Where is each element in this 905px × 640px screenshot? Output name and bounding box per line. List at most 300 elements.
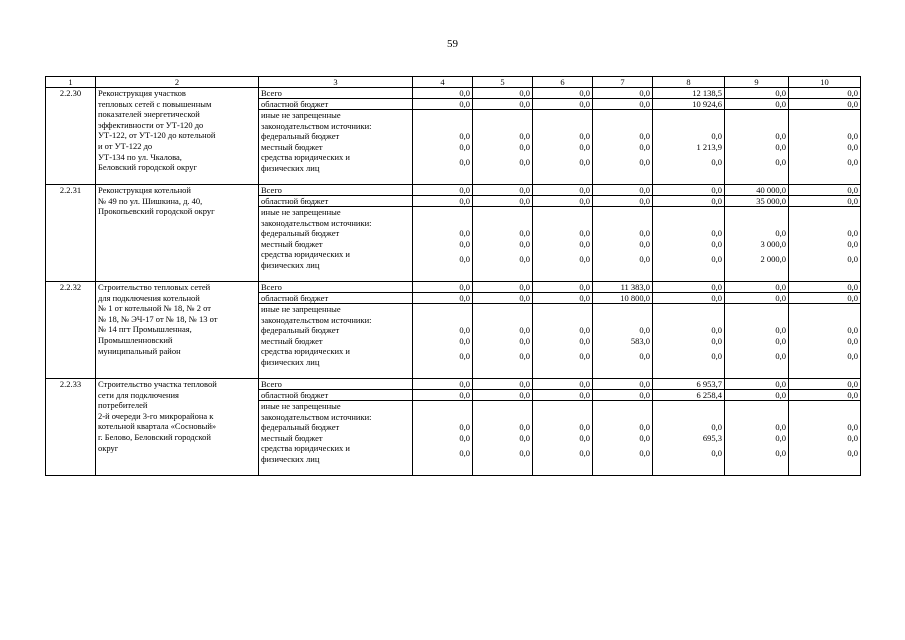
blank-line [475,121,530,132]
source-line: законодательством источники: [261,411,372,422]
value-cell: 10 800,0 [593,293,653,304]
blank-line [535,315,590,326]
value-local: 583,0 [630,335,650,346]
project-name-line: Строительство участка тепловой [98,379,217,389]
value-local: 0,0 [775,335,786,346]
value-cell: 35 000,0 [725,196,789,207]
value-federal: 0,0 [519,131,530,142]
blank-line [475,412,530,423]
column-header: 2 [96,77,259,88]
blank-line [655,110,722,121]
value-private: 0,0 [579,254,590,265]
value-local: 0,0 [639,141,650,152]
value-local: 0,0 [579,238,590,249]
value-private: 0,0 [711,351,722,362]
blank-line [415,121,470,132]
value-private: 0,0 [711,254,722,265]
source-label-regional: областной бюджет [259,293,413,304]
value-cell: 0,0 [473,99,533,110]
blank-line [655,304,722,315]
blank-line [655,218,722,229]
value-local: 3 000,0 [760,238,786,249]
value-local: 0,0 [847,141,858,152]
value-cell: 0,0 [413,282,473,293]
value-cell: 0,0 [533,390,593,401]
blank-line [727,304,786,315]
value-cell: 0,0 [533,196,593,207]
value-federal: 0,0 [711,325,722,336]
value-local: 0,0 [711,335,722,346]
value-cell: 12 138,5 [653,88,725,99]
value-cell-stack [533,110,593,185]
source-line: законодательством источники: [261,314,372,325]
value-cell: 0,0 [593,379,653,390]
value-cell: 0,0 [653,293,725,304]
project-name-line: тепловых сетей с повышенным [98,98,212,109]
source-line: федеральный бюджет [261,325,340,336]
blank-line [535,110,590,121]
value-cell-stack [473,304,533,379]
value-local: 0,0 [775,432,786,443]
blank-line [535,412,590,423]
value-private: 0,0 [459,254,470,265]
value-cell: 0,0 [593,196,653,207]
value-federal: 0,0 [579,325,590,336]
value-private: 0,0 [459,448,470,459]
source-line: иные не запрещенные [261,207,341,217]
value-cell-stack [789,207,861,282]
source-label-regional: областной бюджет [259,390,413,401]
project-name-line: № 18, № ЭЧ-17 от № 18, № 13 от [98,313,218,324]
value-private: 2 000,0 [760,254,786,265]
blank-line [655,315,722,326]
project-name-line: показателей энергетической [98,109,200,120]
blank-line [655,207,722,218]
project-name-line: потребителей [98,400,148,411]
blank-line [415,218,470,229]
value-local: 0,0 [459,432,470,443]
source-line: физических лиц [261,259,320,270]
value-federal: 0,0 [847,422,858,433]
value-federal: 0,0 [579,228,590,239]
value-private: 0,0 [775,448,786,459]
source-label-total: Всего [259,282,413,293]
blank-line [595,218,650,229]
blank-line [535,401,590,412]
blank-line [727,110,786,121]
value-federal: 0,0 [639,228,650,239]
value-federal: 0,0 [847,325,858,336]
blank-line [791,218,858,229]
value-local: 695,3 [702,432,722,443]
value-cell: 0,0 [593,99,653,110]
value-cell-stack [725,110,789,185]
value-cell: 0,0 [653,196,725,207]
value-cell: 0,0 [413,88,473,99]
value-local: 0,0 [775,141,786,152]
source-line: средства юридических и [261,443,350,454]
value-cell: 0,0 [725,379,789,390]
value-private: 0,0 [459,157,470,168]
value-cell-stack [473,110,533,185]
value-cell: 6 953,7 [653,379,725,390]
source-line: местный бюджет [261,141,323,152]
value-cell: 6 258,4 [653,390,725,401]
value-cell: 0,0 [413,196,473,207]
value-cell-stack [725,304,789,379]
table-row [46,379,861,390]
source-line: иные не запрещенные [261,304,341,314]
value-federal: 0,0 [775,131,786,142]
value-private: 0,0 [639,351,650,362]
column-header: 10 [789,77,861,88]
source-label-other [259,110,413,185]
value-private: 0,0 [579,157,590,168]
value-cell-stack [593,401,653,476]
value-private: 0,0 [847,254,858,265]
table-row [46,185,861,196]
value-private: 0,0 [519,448,530,459]
source-label-total: Всего [259,185,413,196]
value-cell: 0,0 [725,282,789,293]
value-private: 0,0 [711,448,722,459]
value-cell: 0,0 [653,282,725,293]
source-line: законодательством источники: [261,217,372,228]
value-cell-stack [789,401,861,476]
project-name [96,282,259,379]
value-federal: 0,0 [459,228,470,239]
source-line: федеральный бюджет [261,228,340,239]
header-row [46,77,861,88]
source-line: законодательством источники: [261,120,372,131]
blank-line [415,304,470,315]
value-cell: 0,0 [533,379,593,390]
value-cell: 11 383,0 [593,282,653,293]
source-label-other [259,401,413,476]
blank-line [791,315,858,326]
blank-line [727,207,786,218]
value-cell: 0,0 [725,99,789,110]
blank-line [791,207,858,218]
value-cell: 0,0 [789,390,861,401]
project-name-line: котельной квартала «Сосновый» [98,421,217,432]
project-name-line: Строительство тепловых сетей [98,282,211,292]
value-cell-stack [653,401,725,476]
value-local: 0,0 [711,238,722,249]
project-name-line: УТ-134 по ул. Чкалова, [98,151,182,162]
value-private: 0,0 [579,448,590,459]
value-federal: 0,0 [639,131,650,142]
blank-line [475,315,530,326]
value-cell: 0,0 [533,99,593,110]
value-private: 0,0 [519,254,530,265]
value-cell-stack [653,304,725,379]
blank-line [595,207,650,218]
value-cell-stack [653,207,725,282]
value-cell: 0,0 [413,99,473,110]
value-federal: 0,0 [459,422,470,433]
blank-line [415,315,470,326]
column-header: 3 [259,77,413,88]
value-federal: 0,0 [639,325,650,336]
blank-line [727,401,786,412]
value-federal: 0,0 [775,228,786,239]
value-cell: 0,0 [789,282,861,293]
value-cell-stack [413,110,473,185]
blank-line [655,401,722,412]
value-cell: 0,0 [473,390,533,401]
value-private: 0,0 [847,448,858,459]
project-name-line: для подключения котельной [98,292,200,303]
value-federal: 0,0 [519,422,530,433]
project-name-line: Прокопьевский городской округ [98,206,215,217]
blank-line [727,121,786,132]
value-federal: 0,0 [519,325,530,336]
blank-line [475,207,530,218]
value-local: 0,0 [847,335,858,346]
value-cell: 0,0 [725,88,789,99]
value-cell: 0,0 [473,185,533,196]
blank-line [535,121,590,132]
blank-line [791,110,858,121]
source-line: средства юридических и [261,346,350,357]
project-name-line: сети для подключения [98,389,179,400]
blank-line [595,401,650,412]
value-cell-stack [473,207,533,282]
value-cell: 0,0 [413,185,473,196]
value-federal: 0,0 [711,422,722,433]
blank-line [475,218,530,229]
value-cell: 0,0 [473,88,533,99]
value-cell: 0,0 [413,390,473,401]
source-line: физических лиц [261,356,320,367]
project-name-line: Реконструкция котельной [98,185,191,195]
value-local: 0,0 [519,432,530,443]
value-private: 0,0 [775,351,786,362]
value-cell: 40 000,0 [725,185,789,196]
value-cell: 0,0 [725,390,789,401]
blank-line [727,412,786,423]
value-local: 0,0 [847,238,858,249]
blank-line [595,315,650,326]
value-cell: 0,0 [789,99,861,110]
value-federal: 0,0 [847,131,858,142]
blank-line [595,412,650,423]
value-cell-stack [653,110,725,185]
value-cell: 0,0 [473,282,533,293]
value-federal: 0,0 [711,228,722,239]
column-header: 9 [725,77,789,88]
value-cell: 0,0 [473,293,533,304]
value-cell: 10 924,6 [653,99,725,110]
project-code: 2.2.31 [46,185,96,282]
value-federal: 0,0 [579,131,590,142]
project-name-line: Беловский городской округ [98,162,197,173]
value-private: 0,0 [639,448,650,459]
value-federal: 0,0 [775,422,786,433]
value-cell: 0,0 [653,185,725,196]
value-cell: 0,0 [789,293,861,304]
value-private: 0,0 [519,157,530,168]
source-label-other [259,304,413,379]
value-cell: 0,0 [725,293,789,304]
value-cell: 0,0 [593,88,653,99]
blank-line [595,304,650,315]
project-name-line: эффективности от УТ-120 до [98,119,204,130]
value-local: 0,0 [519,238,530,249]
value-cell: 0,0 [533,293,593,304]
value-federal: 0,0 [459,131,470,142]
value-local: 0,0 [459,141,470,152]
value-federal: 0,0 [775,325,786,336]
source-line: физических лиц [261,162,320,173]
value-local: 0,0 [459,238,470,249]
blank-line [535,304,590,315]
value-private: 0,0 [639,157,650,168]
value-private: 0,0 [519,351,530,362]
value-cell: 0,0 [789,196,861,207]
project-name-line: № 14 пгт Промышленная, [98,324,192,335]
value-cell-stack [533,304,593,379]
value-cell: 0,0 [533,88,593,99]
project-name [96,185,259,282]
value-cell: 0,0 [533,282,593,293]
value-cell-stack [593,304,653,379]
project-name-line: муниципальный район [98,345,181,356]
source-label-total: Всего [259,379,413,390]
value-local: 0,0 [639,432,650,443]
source-line: иные не запрещенные [261,401,341,411]
value-private: 0,0 [639,254,650,265]
value-cell-stack [789,110,861,185]
value-private: 0,0 [459,351,470,362]
value-cell: 0,0 [533,185,593,196]
project-name-line: 2-й очереди 3-го микрорайона к [98,410,214,421]
value-federal: 0,0 [579,422,590,433]
blank-line [535,218,590,229]
value-private: 0,0 [775,157,786,168]
project-code: 2.2.32 [46,282,96,379]
blank-line [475,110,530,121]
table-row [46,88,861,99]
value-cell: 0,0 [413,379,473,390]
source-label-regional: областной бюджет [259,196,413,207]
value-cell-stack [473,401,533,476]
project-name-line: УТ-122, от УТ-120 до котельной [98,130,216,141]
project-name-line: № 49 по ул. Шишкина, д. 40, [98,195,203,206]
blank-line [415,401,470,412]
source-label-total: Всего [259,88,413,99]
project-name-line: № 1 от котельной № 18, № 2 от [98,303,211,314]
table-row [46,282,861,293]
value-cell-stack [593,207,653,282]
value-cell-stack [413,401,473,476]
value-federal: 0,0 [847,228,858,239]
column-header: 1 [46,77,96,88]
project-name [96,88,259,185]
project-code: 2.2.33 [46,379,96,476]
value-local: 0,0 [639,238,650,249]
blank-line [655,121,722,132]
project-name-line: и от УТ-122 до [98,140,153,151]
blank-line [595,121,650,132]
value-cell: 0,0 [413,293,473,304]
value-cell-stack [725,401,789,476]
value-cell-stack [725,207,789,282]
source-line: физических лиц [261,453,320,464]
value-cell: 0,0 [473,196,533,207]
blank-line [535,207,590,218]
blank-line [791,401,858,412]
value-cell-stack [413,304,473,379]
blank-line [415,110,470,121]
source-line: средства юридических и [261,249,350,260]
column-header: 6 [533,77,593,88]
blank-line [475,401,530,412]
value-local: 0,0 [579,335,590,346]
blank-line [415,207,470,218]
value-local: 1 213,9 [696,141,722,152]
source-line: местный бюджет [261,432,323,443]
value-cell-stack [533,207,593,282]
column-header: 7 [593,77,653,88]
source-label-other [259,207,413,282]
project-name [96,379,259,476]
value-cell: 0,0 [789,185,861,196]
blank-line [791,121,858,132]
value-federal: 0,0 [459,325,470,336]
value-cell: 0,0 [593,390,653,401]
source-line: федеральный бюджет [261,422,340,433]
value-cell-stack [789,304,861,379]
value-cell-stack [593,110,653,185]
page-number: 59 [447,38,458,50]
value-local: 0,0 [579,432,590,443]
value-private: 0,0 [579,351,590,362]
value-federal: 0,0 [519,228,530,239]
value-local: 0,0 [847,432,858,443]
project-code: 2.2.30 [46,88,96,185]
value-cell: 0,0 [789,88,861,99]
blank-line [415,412,470,423]
column-header: 5 [473,77,533,88]
project-name-line: г. Белово, Беловский городской [98,431,211,442]
value-local: 0,0 [579,141,590,152]
source-line: местный бюджет [261,335,323,346]
value-cell-stack [533,401,593,476]
source-line: иные не запрещенные [261,110,341,120]
blank-line [655,412,722,423]
value-cell-stack [413,207,473,282]
value-federal: 0,0 [639,422,650,433]
source-line: средства юридических и [261,152,350,163]
table-body [46,88,861,476]
value-local: 0,0 [459,335,470,346]
value-local: 0,0 [519,335,530,346]
value-cell: 0,0 [473,379,533,390]
blank-line [791,412,858,423]
source-label-regional: областной бюджет [259,99,413,110]
value-private: 0,0 [847,351,858,362]
project-name-line: Промышленновский [98,334,173,345]
project-name-line: округ [98,442,119,453]
source-line: местный бюджет [261,238,323,249]
value-local: 0,0 [519,141,530,152]
blank-line [791,304,858,315]
value-cell: 0,0 [593,185,653,196]
column-header: 4 [413,77,473,88]
source-line: федеральный бюджет [261,131,340,142]
